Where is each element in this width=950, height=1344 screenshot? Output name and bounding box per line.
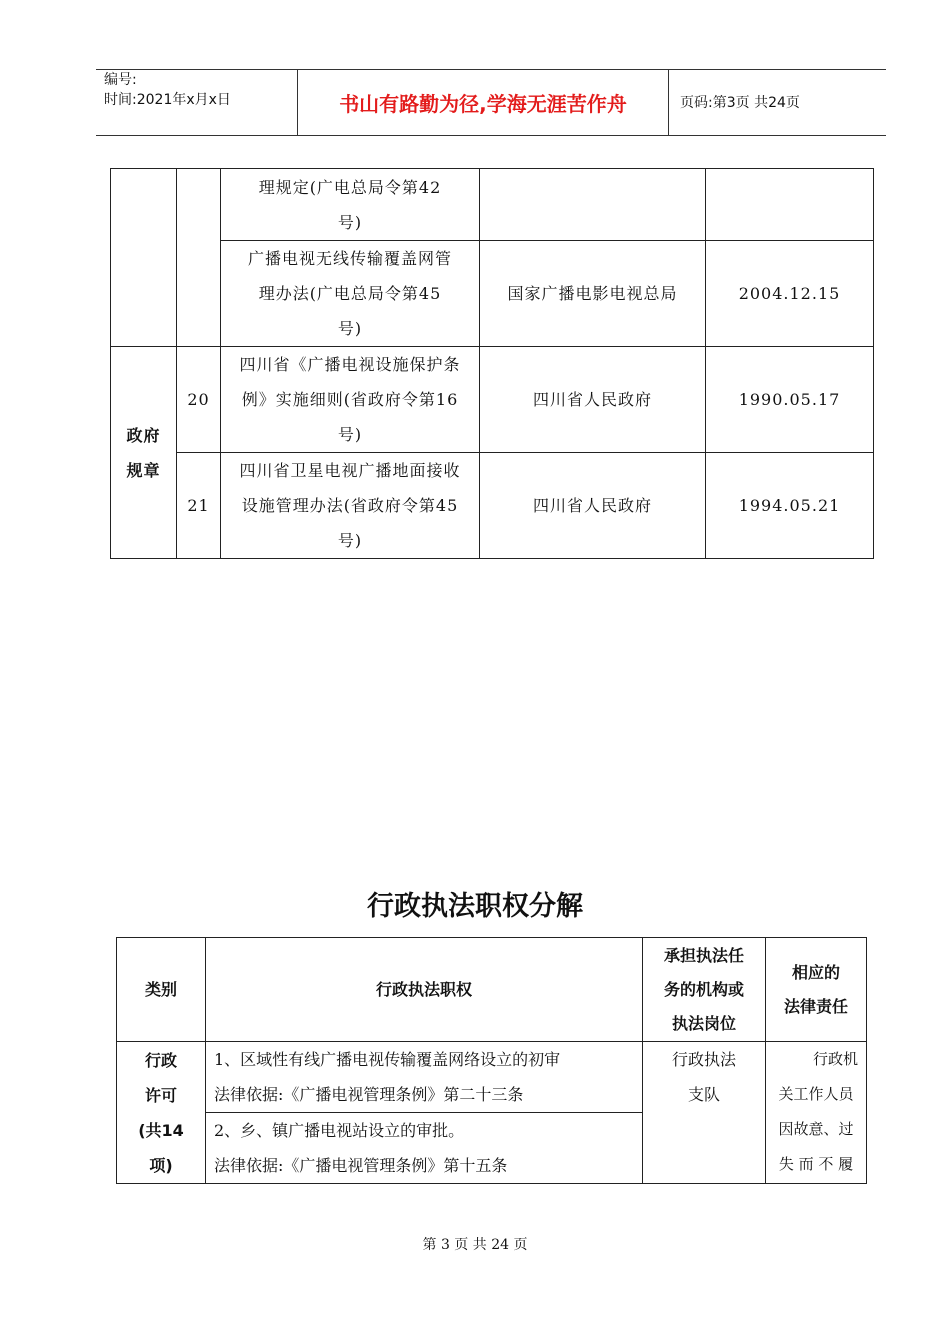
category-cell: 政府 规章 <box>111 347 177 559</box>
header-agency: 承担执法任 务的机构或 执法岗位 <box>643 938 766 1042</box>
section-title: 行政执法职权分解 <box>367 891 583 922</box>
table-header-row <box>117 938 867 1042</box>
regulation-name: 四川省《广播电视设施保护条 例》实施细则(省政府令第16 号) <box>221 347 480 453</box>
row-number: 20 <box>177 347 221 453</box>
issue-date: 2004.12.15 <box>706 241 874 347</box>
issue-date: 1994.05.21 <box>706 453 874 559</box>
header-divider-right <box>668 69 669 135</box>
table-row <box>117 1042 867 1113</box>
agency-cell: 行政执法 支队 <box>643 1042 766 1184</box>
issuing-authority: 四川省人民政府 <box>480 347 706 453</box>
header-liability: 相应的 法律责任 <box>766 938 867 1042</box>
issuing-authority: 国家广播电影电视总局 <box>480 241 706 347</box>
page-label: 页码:第3页 共24页 <box>680 95 800 111</box>
issuing-authority: 四川省人民政府 <box>480 453 706 559</box>
row-number: 21 <box>177 453 221 559</box>
category-cell-empty <box>111 169 177 347</box>
power-item: 2、乡、镇广播电视站设立的审批。 法律依据:《广播电视管理条例》第十五条 <box>206 1113 643 1184</box>
regulation-name: 广播电视无线传输覆盖网管 理办法(广电总局令第45 号) <box>221 241 480 347</box>
issuing-authority <box>480 169 706 241</box>
table-row <box>111 453 874 559</box>
page-footer: 第 3 页 共 24 页 <box>422 1237 528 1253</box>
issue-date <box>706 169 874 241</box>
header-category: 类别 <box>117 938 206 1042</box>
table-row <box>111 241 874 347</box>
category-cell: 行政 许可 (共14 项) <box>117 1042 206 1184</box>
liability-cell: 行政机 关工作人员 因故意、过 失 而 不 履 <box>766 1042 867 1184</box>
serial-label: 编号: <box>104 72 137 88</box>
powers-table <box>116 937 867 1184</box>
regulation-name: 四川省卫星电视广播地面接收 设施管理办法(省政府令第45 号) <box>221 453 480 559</box>
number-cell-empty <box>177 169 221 347</box>
header-bottom-rule <box>96 135 886 136</box>
header-motto: 书山有路勤为径,学海无涯苦作舟 <box>339 91 627 116</box>
time-label: 时间:2021年x月x日 <box>104 92 231 108</box>
header-power: 行政执法职权 <box>206 938 643 1042</box>
issue-date: 1990.05.17 <box>706 347 874 453</box>
power-item: 1、区域性有线广播电视传输覆盖网络设立的初审 法律依据:《广播电视管理条例》第二十三条 <box>206 1042 643 1113</box>
table-row <box>111 347 874 453</box>
regulations-table <box>110 168 874 559</box>
table-row <box>111 169 874 241</box>
regulation-name: 理规定(广电总局令第42 号) <box>221 169 480 241</box>
